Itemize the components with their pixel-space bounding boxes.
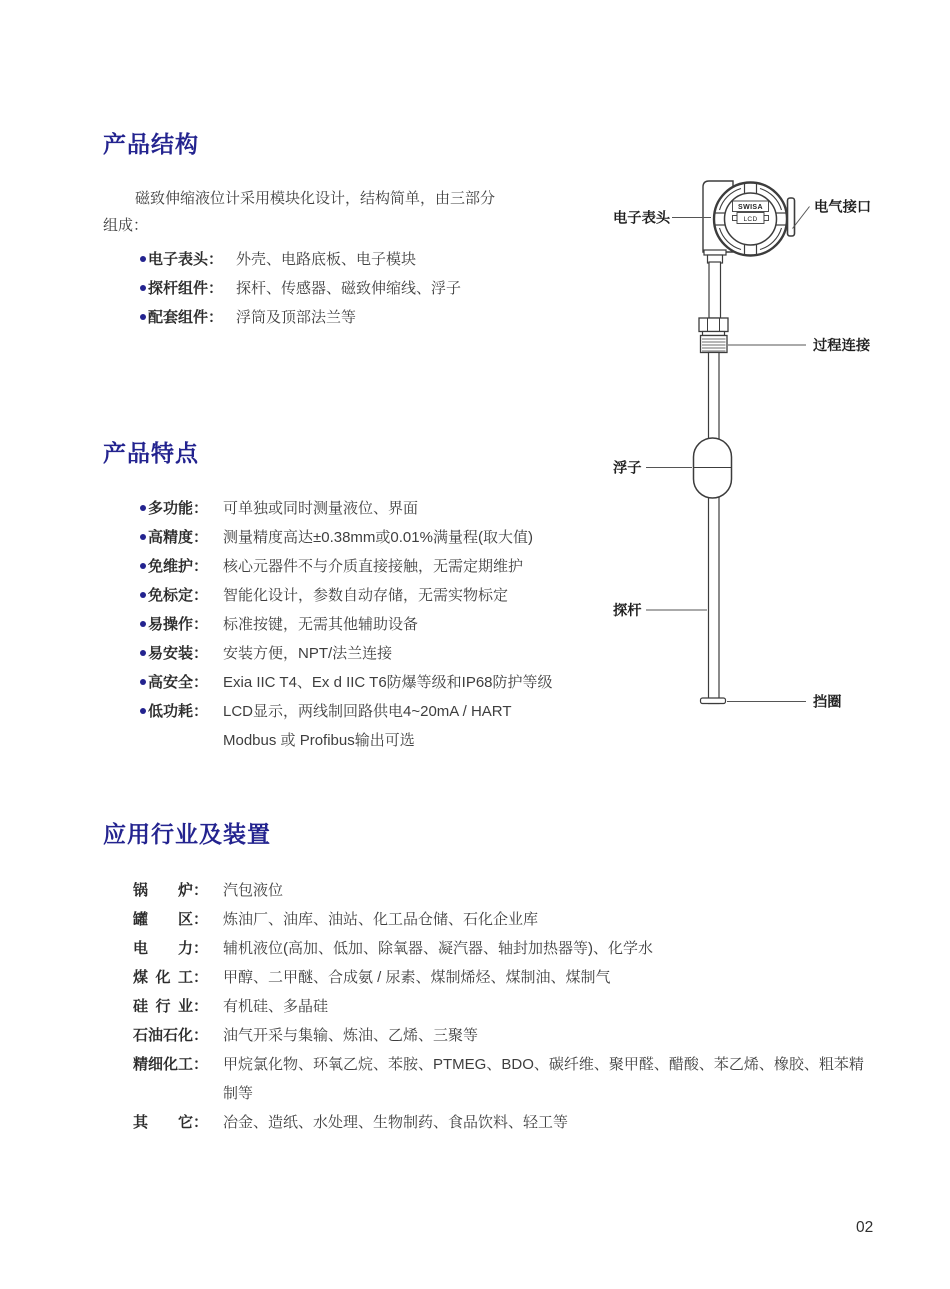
- list-item: [103, 245, 623, 274]
- row-text: 有机硅、多晶硅: [223, 998, 329, 1015]
- row-label: 电力：: [133, 940, 209, 957]
- electrical-port-shape: [788, 198, 795, 236]
- display-head: [714, 183, 795, 256]
- item-text-line-2: Modbus 或 Profibus输出可选: [223, 732, 415, 749]
- features-list: [103, 494, 643, 755]
- item-label: 探杆组件：: [148, 280, 224, 297]
- bullet-icon: [140, 679, 146, 685]
- section-product-structure: [103, 129, 623, 332]
- item-text-line-1: LCD显示，两线制回路供电4~20mA / HART: [223, 703, 512, 720]
- row-text: 炼油厂、油库、油站、化工品仓储、石化企业库: [223, 911, 539, 928]
- item-text: 标准按键，无需其他辅助设备: [223, 616, 419, 633]
- process-connection-assembly: [699, 262, 728, 353]
- diagram-label-electrical-port: 电气接口: [814, 199, 872, 216]
- bullet-icon: [140, 621, 146, 627]
- item-text: 核心元器件不与介质直接接触，无需定期维护: [223, 558, 524, 575]
- section-applications: [103, 819, 903, 1137]
- row-label: 精细化工：: [133, 1056, 209, 1073]
- table-row: [103, 934, 903, 963]
- structure-intro: [103, 185, 623, 239]
- item-label: 免维护：: [148, 558, 209, 575]
- diagram-label-head: 电子表头: [613, 210, 671, 227]
- bullet-icon: [140, 534, 146, 540]
- item-text: 浮筒及顶部法兰等: [236, 309, 357, 326]
- item-text: 可单独或同时测量液位、界面: [223, 500, 419, 517]
- item-text: [223, 697, 643, 755]
- table-row: [103, 1021, 903, 1050]
- list-item: [103, 523, 643, 552]
- list-item: [103, 697, 643, 755]
- item-label: 高安全：: [148, 674, 209, 691]
- diagram-label-stop-ring: 挡圈: [813, 694, 842, 711]
- brand-text: SWISA: [738, 204, 763, 211]
- list-item: [103, 581, 643, 610]
- section-title-structure: 产品结构: [103, 131, 199, 157]
- item-text: 安装方便，NPT/法兰连接: [223, 645, 393, 662]
- item-label: 电子表头：: [148, 251, 224, 268]
- item-text: 智能化设计，参数自动存储，无需实物标定: [223, 587, 509, 604]
- list-item: [103, 552, 643, 581]
- intro-line-1: 磁致伸缩液位计采用模块化设计，结构简单，由三部分: [135, 190, 496, 207]
- bullet-icon: [140, 592, 146, 598]
- bullet-icon: [140, 650, 146, 656]
- item-label: 易安装：: [148, 645, 209, 662]
- item-label: 多功能：: [148, 500, 209, 517]
- structure-list: [103, 245, 623, 332]
- bullet-icon: [140, 505, 146, 511]
- bullet-icon: [140, 563, 146, 569]
- item-label: 易操作：: [148, 616, 209, 633]
- list-item: [103, 639, 643, 668]
- item-text: Exia IIC T4、Ex d IIC T6防爆等级和IP68防护等级: [223, 674, 553, 691]
- row-label: 石油石化：: [133, 1027, 209, 1044]
- bullet-icon: [140, 314, 146, 320]
- bullet-icon: [140, 285, 146, 291]
- row-text: 甲醇、二甲醚、合成氨 / 尿素、煤制烯烃、煤制油、煤制气: [223, 969, 611, 986]
- device-diagram: [600, 175, 890, 720]
- item-label: 低功耗：: [148, 703, 209, 720]
- row-label: 硅行业：: [133, 998, 209, 1015]
- bullet-icon: [140, 256, 146, 262]
- row-text: 汽包液位: [223, 882, 284, 899]
- intro-line-2: 组成：: [103, 217, 149, 234]
- list-item: [103, 668, 643, 697]
- row-label: 锅炉：: [133, 882, 209, 899]
- row-label: 煤化工：: [133, 969, 209, 986]
- bullet-icon: [140, 708, 146, 714]
- row-text: 甲烷氯化物、环氧乙烷、苯胺、PTMEG、BDO、碳纤维、聚甲醛、醋酸、苯乙烯、橡胶、粗苯精制等: [223, 1056, 864, 1102]
- float-shape: [694, 438, 732, 498]
- list-item: [103, 303, 623, 332]
- table-row: [103, 992, 903, 1021]
- item-label: 免标定：: [148, 587, 209, 604]
- list-item: [103, 494, 643, 523]
- row-label: 罐区：: [133, 911, 209, 928]
- probe-rod-shape: [709, 353, 720, 704]
- row-text: 油气开采与集输、炼油、乙烯、三聚等: [223, 1027, 479, 1044]
- applications-rows: [103, 876, 903, 1137]
- item-text: 探杆、传感器、磁致伸缩线、浮子: [236, 280, 462, 297]
- table-row: [103, 905, 903, 934]
- list-item: [103, 274, 623, 303]
- diagram-label-process-connection: 过程连接: [813, 338, 871, 354]
- lcd-side-tab: [764, 216, 769, 221]
- stop-ring-shape: [701, 698, 726, 704]
- row-text: 辅机液位(高加、低加、除氧器、凝汽器、轴封加热器等)、化学水: [223, 940, 654, 957]
- section-title-features: 产品特点: [103, 440, 199, 466]
- diagram-label-float: 浮子: [613, 460, 642, 477]
- table-row: [103, 963, 903, 992]
- row-label: 其它：: [133, 1114, 209, 1131]
- page-number: 02: [856, 1219, 874, 1236]
- lcd-side-tab: [733, 216, 738, 221]
- diagram-label-probe: 探杆: [613, 603, 642, 619]
- lcd-text: LCD: [743, 215, 758, 223]
- row-text: 冶金、造纸、水处理、生物制药、食品饮料、轻工等: [223, 1114, 569, 1131]
- table-row: [103, 876, 903, 905]
- item-label: 配套组件：: [148, 309, 224, 326]
- list-item: [103, 610, 643, 639]
- item-text: 外壳、电路底板、电子模块: [236, 251, 417, 268]
- table-row: [103, 1108, 903, 1137]
- section-title-applications: 应用行业及装置: [103, 821, 271, 847]
- item-text: 测量精度高达±0.38mm或0.01%满量程(取大值): [223, 529, 533, 546]
- section-product-features: [103, 438, 643, 755]
- table-row: [103, 1050, 903, 1108]
- item-label: 高精度：: [148, 529, 209, 546]
